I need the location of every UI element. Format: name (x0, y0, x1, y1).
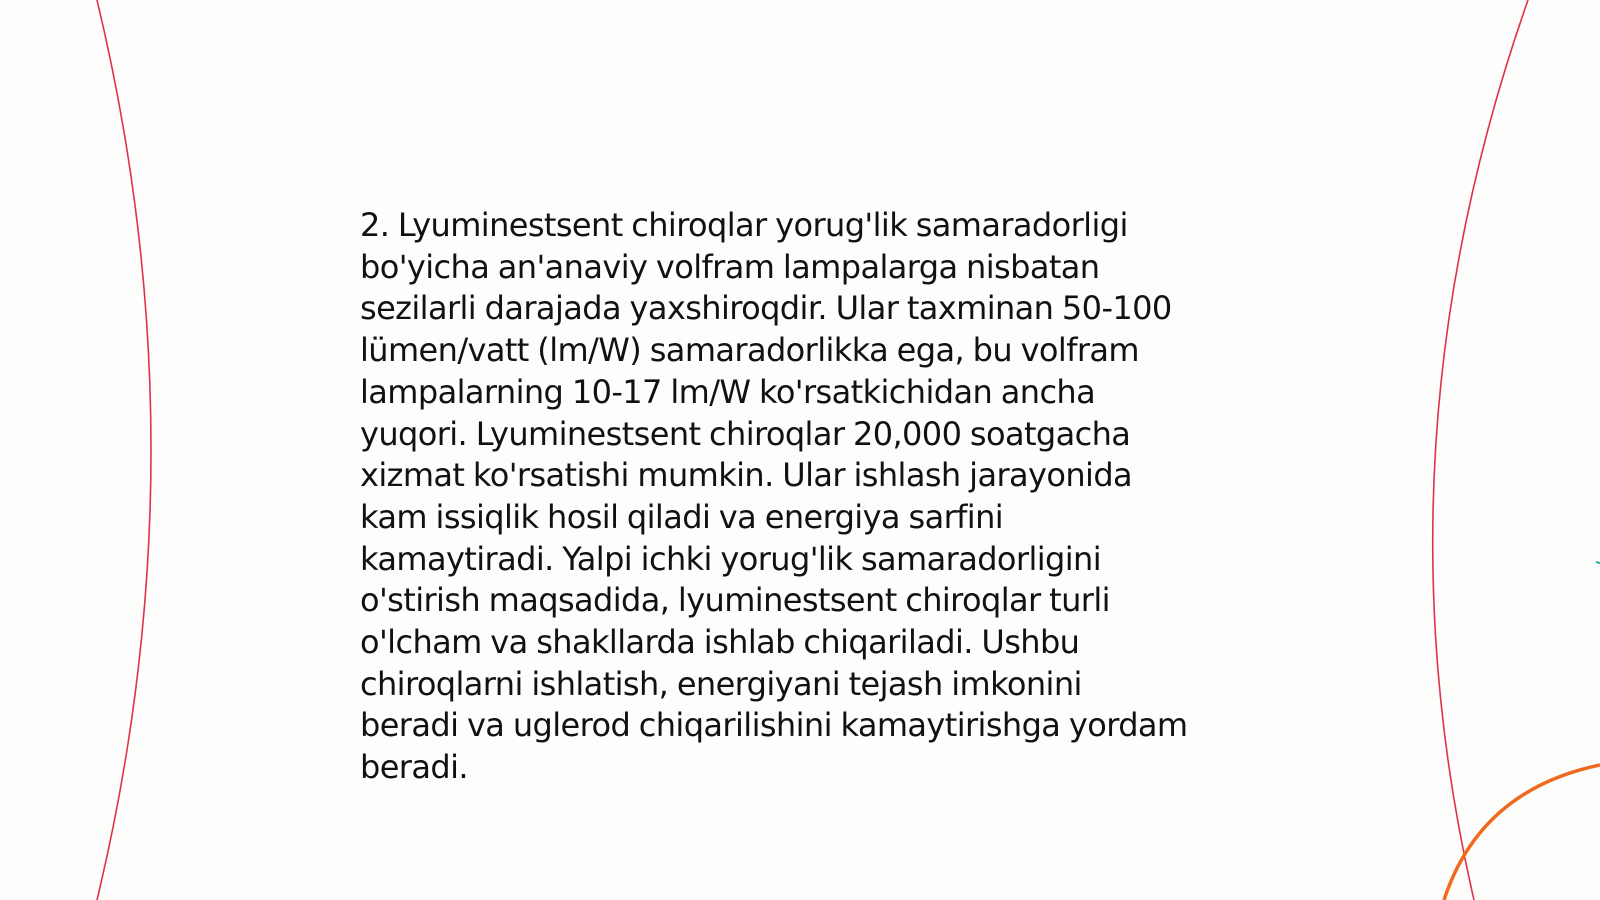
right-red-arc (1433, 0, 1528, 900)
text-line: o'stirish maqsadida, lyuminestsent chiroqlar turli (360, 581, 1110, 620)
text-line: o'lcham va shakllarda ishlab chiqariladi. Ushbu (360, 623, 1080, 662)
text-line: lampalarning 10-17 lm/W ko'rsatkichidan ancha (360, 372, 1096, 411)
text-line: xizmat ko'rsatishi mumkin. Ular ishlash jarayonida (360, 456, 1133, 495)
text-line: lümen/vatt (lm/W) samaradorlikka ega, bu volfram (360, 331, 1139, 370)
text-line: 2. Lyuminestsent chiroqlar yorug'lik samaradorligi (360, 206, 1128, 244)
slide-body-text (360, 205, 1260, 789)
text-line: kamaytiradi. Yalpi ichki yorug'lik samaradorligini (360, 539, 1102, 578)
text-line: kam issiqlik hosil qiladi va energiya sarfini (360, 497, 1004, 536)
orange-circle-arc (1444, 765, 1600, 900)
text-line: yuqori. Lyuminestsent chiroqlar 20,000 soatgacha (360, 414, 1131, 453)
text-line: beradi. (360, 748, 468, 787)
left-red-arc (97, 0, 151, 900)
text-line: sezilarli darajada yaxshiroqdir. Ular taxminan 50-100 (360, 289, 1172, 328)
text-line: chiroqlarni ishlatish, energiyani tejash imkonini (360, 664, 1082, 703)
text-line: beradi va uglerod chiqarilishini kamaytirishga yordam (360, 706, 1188, 745)
teal-accent-mark (1596, 562, 1600, 563)
text-line: bo'yicha an'anaviy volfram lampalarga nisbatan (360, 247, 1100, 286)
